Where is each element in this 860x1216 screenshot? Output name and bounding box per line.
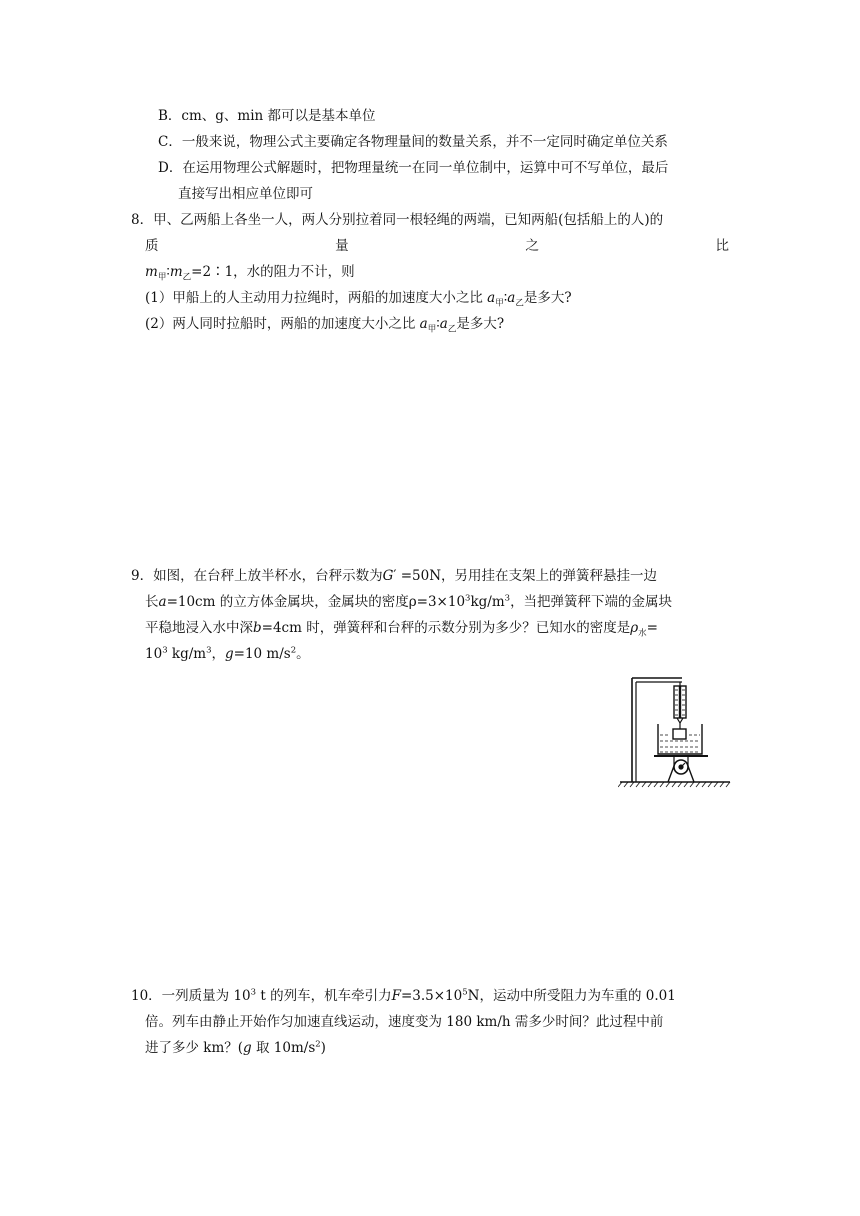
text: = [646, 620, 658, 636]
subscript: 乙 [515, 298, 524, 309]
spread-char: 质 [145, 238, 159, 254]
text: kg/m [470, 594, 505, 610]
var-m: m [169, 264, 183, 280]
subscript: 水 [638, 628, 647, 639]
question-8-mass-ratio [145, 262, 355, 282]
subscript: 甲 [495, 298, 504, 309]
question-10-line2: 倍。列车由静止开始作匀加速直线运动，速度变为 180 km/h 需多少时间？此过程中前 [145, 1014, 664, 1030]
var-F: F [391, 988, 401, 1004]
text: kg/m [167, 646, 207, 662]
text: =4cm 时，弹簧秤和台秤的示数分别为多少？已知水的密度是 [261, 620, 631, 636]
question-9-line1 [131, 566, 657, 586]
question-8-spread-line [145, 236, 729, 256]
text: ′ =50N，另用挂在支架上的弹簧秤悬挂一边 [393, 568, 658, 584]
text: ， [211, 646, 225, 662]
question-8-part2 [145, 314, 504, 334]
text: 10．一列质量为 10 [131, 988, 251, 1004]
spread-char: 量 [335, 238, 349, 254]
text: 长 [145, 594, 159, 610]
spring-scale-figure [618, 674, 732, 790]
var-b: b [253, 620, 262, 636]
text: 9．如图，在台秤上放半杯水，台秤示数为 [131, 568, 383, 584]
var-a: a [507, 290, 516, 306]
subscript: 甲 [427, 324, 437, 335]
colon: ∶ [503, 290, 508, 306]
colon: ∶ [166, 264, 170, 280]
option-c: C．一般来说，物理公式主要确定各物理量间的数量关系，并不一定同时确定单位关系 [158, 134, 668, 150]
var-g: g [225, 646, 234, 662]
option-b: B．cm、g、min 都可以是基本单位 [158, 108, 376, 124]
question-9-line4 [145, 644, 310, 664]
part-text: (1）甲船上的人主动用力拉绳时，两船的加速度大小之比 [145, 290, 483, 306]
text: N，运动中所受阻力为车重的 0.01 [467, 988, 676, 1004]
subscript: 乙 [447, 324, 457, 335]
part-tail: 是多大? [456, 316, 505, 332]
superscript: 3 [206, 645, 212, 656]
text: 。 [296, 646, 310, 662]
superscript: 2 [315, 1039, 321, 1050]
text: 平稳地浸入水中深 [145, 620, 253, 636]
part-text: (2）两人同时拉船时，两船的加速度大小之比 [145, 316, 416, 332]
superscript: 3 [504, 593, 511, 604]
text: =3.5×10 [400, 988, 463, 1004]
question-9-line2 [145, 592, 672, 612]
option-d-line2: 直接写出相应单位即可 [178, 186, 313, 202]
text: 10 [145, 646, 163, 662]
spread-char: 之 [525, 238, 539, 254]
var-a: a [487, 290, 496, 306]
superscript: 3 [250, 987, 257, 998]
var-a: a [419, 316, 428, 332]
text: 取 10m/s [251, 1040, 316, 1056]
question-8-line1: 8．甲、乙两船上各坐一人，两人分别拉着同一根轻绳的两端，已知两船(包括船上的人)的 [131, 212, 664, 228]
text: =10 m/s [233, 646, 291, 662]
ratio-text: =2∶1，水的阻力不计，则 [191, 264, 355, 280]
var-G: G [382, 568, 394, 584]
colon: ∶ [436, 316, 440, 332]
var-a: a [158, 594, 167, 610]
option-d-line1: D．在运用物理公式解题时，把物理量统一在同一单位制中，运算中可不写单位，最后 [158, 160, 669, 176]
var-m: m [145, 264, 158, 280]
superscript: 5 [462, 987, 468, 998]
var-g: g [243, 1040, 252, 1056]
subscript: 乙 [182, 272, 192, 283]
text: =10cm 的立方体金属块，金属块的密度ρ=3×10 [166, 594, 466, 610]
superscript: 2 [290, 645, 297, 656]
question-9-line3 [145, 618, 658, 638]
question-10-line1 [131, 986, 676, 1006]
text: ) [320, 1040, 326, 1056]
superscript: 3 [162, 645, 168, 656]
text: 进了多少 km？( [145, 1040, 244, 1056]
question-8-part1 [145, 288, 572, 308]
text: t 的列车，机车牵引力 [256, 988, 392, 1004]
var-a: a [439, 316, 448, 332]
text: ，当把弹簧秤下端的金属块 [510, 594, 673, 610]
question-10-line3 [145, 1038, 326, 1058]
superscript: 3 [465, 593, 471, 604]
subscript: 甲 [157, 272, 167, 283]
var-rho: ρ [630, 620, 639, 636]
part-tail: 是多大? [523, 290, 572, 306]
spread-char: 比 [715, 238, 729, 254]
